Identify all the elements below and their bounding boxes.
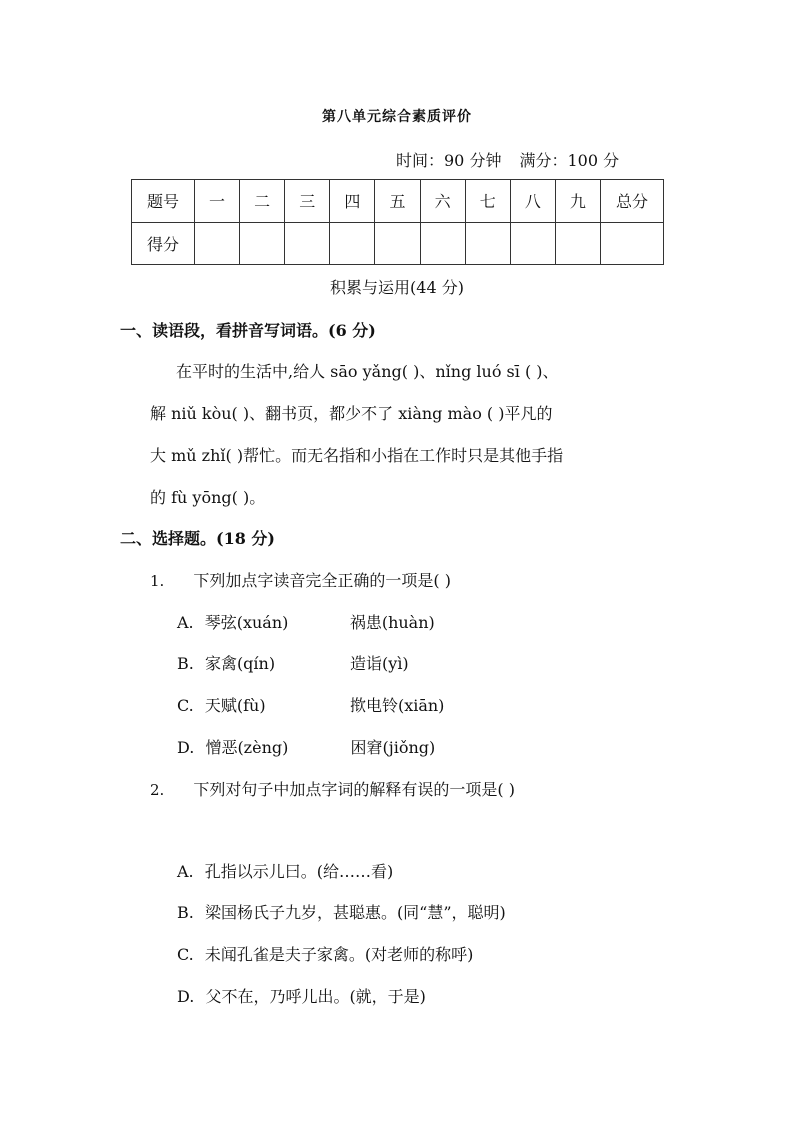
header-cell: 三	[285, 180, 330, 223]
option-text-a: 家禽(qín)	[204, 654, 276, 673]
option-c[interactable]	[177, 693, 444, 716]
q1-line-2: 解 niǔ kòu( )、翻书页，都少不了 xiàng mào ( )平凡的	[150, 404, 553, 423]
option-d[interactable]	[177, 735, 435, 758]
score-cell[interactable]	[510, 222, 555, 265]
q2-item-2	[150, 777, 515, 800]
q1-line-4: 的 fù yōng( )。	[150, 488, 266, 507]
item-stem: 下列加点字读音完全正确的一项是( )	[193, 571, 451, 590]
option-label: D.	[177, 987, 195, 1006]
header-cell: 总分	[601, 180, 664, 223]
row-label: 得分	[132, 222, 195, 265]
header-cell: 五	[375, 180, 420, 223]
page-title: 第八单元综合素质评价	[322, 109, 472, 125]
question-2-heading: 二、选择题。(18 分)	[120, 529, 275, 548]
option-c[interactable]	[177, 942, 473, 965]
option-text-b: 困窘(jiǒng)	[350, 738, 436, 757]
option-text: 梁国杨氏子九岁，甚聪惠。(同“慧”，聪明)	[204, 903, 506, 922]
header-cell: 六	[420, 180, 465, 223]
item-number: 2.	[150, 781, 165, 799]
header-cell: 七	[465, 180, 510, 223]
option-text-b: 造诣(yì)	[350, 654, 409, 673]
score-cell[interactable]	[465, 222, 510, 265]
item-number: 1.	[150, 572, 165, 590]
section-heading: 积累与运用(44 分)	[330, 278, 464, 297]
header-cell: 四	[330, 180, 375, 223]
header-cell: 题号	[132, 180, 195, 223]
option-text: 未闻孔雀是夫子家禽。(对老师的称呼)	[204, 945, 474, 964]
option-text-a: 天赋(fù)	[204, 696, 266, 715]
score-cell[interactable]	[330, 222, 375, 265]
score-cell[interactable]	[240, 222, 285, 265]
option-b[interactable]	[177, 651, 409, 674]
question-1-heading-text: 一、读语段，看拼音写词语。(6 分)	[120, 321, 376, 340]
score-cell[interactable]	[285, 222, 330, 265]
option-text-b: 祸患(huàn)	[349, 613, 435, 632]
option-a[interactable]	[177, 610, 435, 633]
option-label: A.	[177, 613, 194, 632]
header-cell: 八	[510, 180, 555, 223]
header-cell: 一	[195, 180, 240, 223]
score-cell[interactable]	[195, 222, 240, 265]
exam-time: 时间：90 分钟	[396, 151, 502, 170]
option-text: 孔指以示儿曰。(给……看)	[204, 862, 394, 881]
score-cell[interactable]	[375, 222, 420, 265]
q2-item-1	[150, 568, 451, 591]
option-label: D.	[177, 738, 195, 757]
option-d[interactable]	[177, 984, 426, 1007]
option-text-a: 琴弦(xuán)	[204, 613, 289, 632]
option-label: C.	[177, 945, 194, 964]
option-text-a: 憎恶(zèng)	[205, 738, 289, 757]
question-1-heading	[120, 318, 376, 341]
score-table-score-row	[132, 222, 664, 265]
option-a[interactable]	[177, 859, 393, 882]
option-text-b: 揿电铃(xiān)	[349, 696, 445, 715]
score-table-header-row	[132, 180, 664, 223]
q1-line-3: 大 mǔ zhǐ( )帮忙。而无名指和小指在工作时只是其他手指	[150, 446, 564, 465]
option-label: B.	[177, 654, 194, 673]
option-label: A.	[177, 862, 194, 881]
header-cell: 二	[240, 180, 285, 223]
score-table	[131, 179, 664, 265]
q1-line-1: 在平时的生活中,给人 sāo yǎng( )、nǐng luó sī ( )、	[176, 362, 559, 381]
time-info	[396, 148, 637, 171]
score-cell[interactable]	[555, 222, 600, 265]
option-label: B.	[177, 903, 194, 922]
option-text: 父不在，乃呼儿出。(就，于是)	[205, 987, 426, 1006]
option-b[interactable]	[177, 900, 506, 923]
header-cell: 九	[555, 180, 600, 223]
item-stem: 下列对句子中加点字词的解释有误的一项是( )	[193, 780, 515, 799]
option-label: C.	[177, 696, 194, 715]
full-score: 满分：100 分	[519, 151, 620, 170]
score-cell[interactable]	[601, 222, 664, 265]
score-cell[interactable]	[420, 222, 465, 265]
